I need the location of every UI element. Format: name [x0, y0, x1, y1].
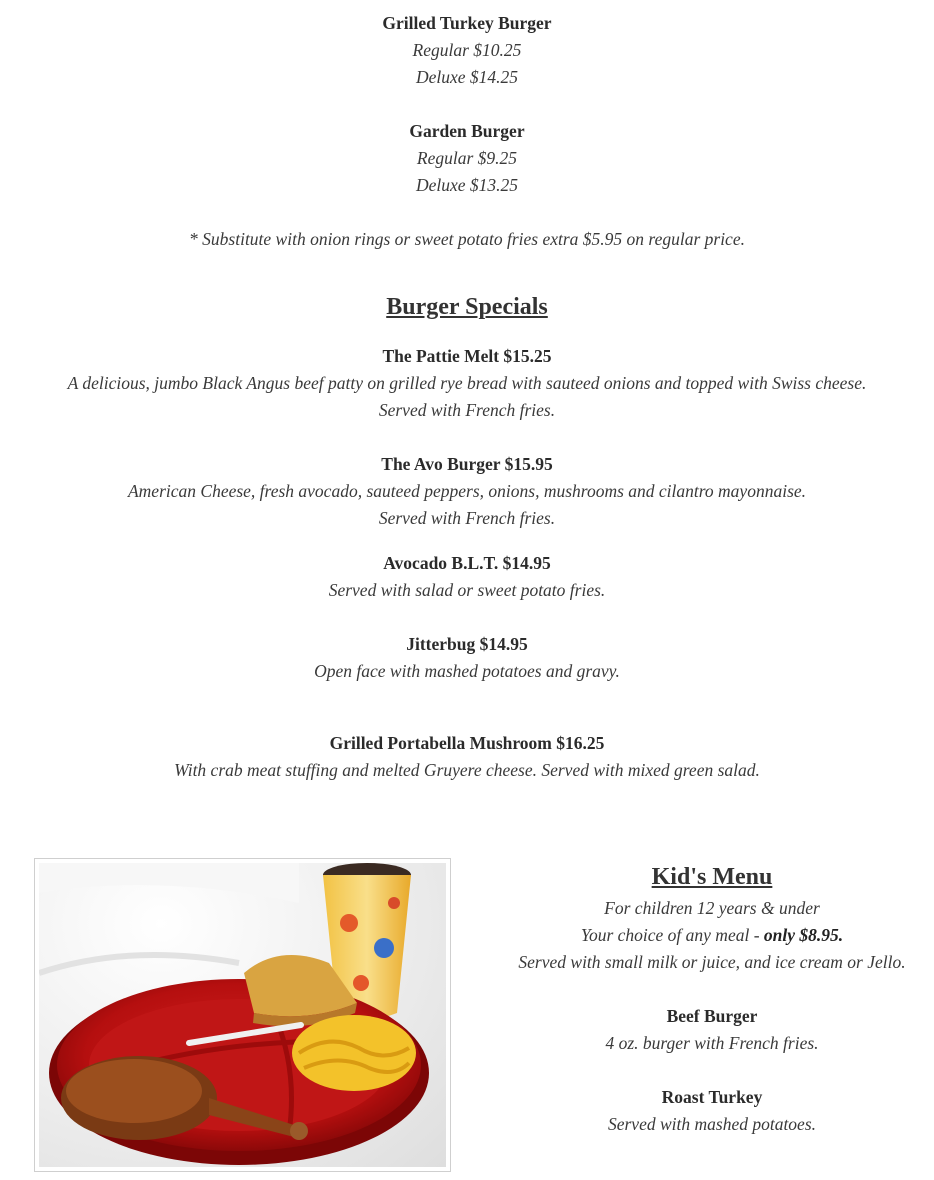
pasta-icon [292, 1015, 416, 1091]
turkey-burger-deluxe: Deluxe $14.25 [415, 67, 519, 87]
portabella-desc: With crab meat stuffing and melted Gruyere cheese. Served with mixed green salad. [174, 760, 760, 780]
avocado-blt-desc: Served with salad or sweet potato fries. [328, 580, 606, 600]
kids-roast-turkey-title: Roast Turkey [661, 1087, 763, 1107]
pattie-melt-title: The Pattie Melt $15.25 [382, 346, 552, 366]
kids-meal-illustration [39, 863, 446, 1167]
kids-choice-line [490, 924, 934, 946]
turkey-burger-title: Grilled Turkey Burger [382, 13, 552, 33]
kids-menu-heading: Kid's Menu [651, 864, 773, 890]
substitute-note: * Substitute with onion rings or sweet potato fries extra $5.95 on regular price. [189, 229, 745, 249]
turkey-burger-regular: Regular $10.25 [412, 40, 522, 60]
pattie-melt-desc: A delicious, jumbo Black Angus beef patty on grilled rye bread with sauteed onions and topped with Swiss cheese. [67, 373, 867, 393]
portabella-title: Grilled Portabella Mushroom $16.25 [329, 733, 605, 753]
garden-burger-title: Garden Burger [409, 121, 525, 141]
burger-specials-heading: Burger Specials [386, 294, 548, 320]
kids-choice-prefix: Your choice of any meal - [580, 925, 764, 945]
kids-beef-burger-desc: 4 oz. burger with French fries. [605, 1033, 819, 1053]
kids-roast-turkey-desc: Served with mashed potatoes. [607, 1114, 817, 1134]
avocado-blt-title: Avocado B.L.T. $14.95 [383, 553, 551, 573]
kids-choice-price: only $8.95. [763, 925, 844, 945]
pattie-melt-note: Served with French fries. [378, 400, 556, 420]
kids-beef-burger-title: Beef Burger [666, 1006, 758, 1026]
garden-burger-regular: Regular $9.25 [416, 148, 518, 168]
kids-meal-image [39, 863, 446, 1167]
garden-burger-deluxe: Deluxe $13.25 [415, 175, 519, 195]
jitterbug-desc: Open face with mashed potatoes and gravy. [314, 661, 620, 681]
jitterbug-title: Jitterbug $14.95 [406, 634, 528, 654]
avo-burger-desc: American Cheese, fresh avocado, sauteed peppers, onions, mushrooms and cilantro mayonnaise. [127, 481, 807, 501]
kids-meal-photo [34, 858, 451, 1172]
avo-burger-title: The Avo Burger $15.95 [381, 454, 553, 474]
kids-age-note: For children 12 years & under [604, 898, 820, 918]
kids-served-note: Served with small milk or juice, and ice cream or Jello. [518, 952, 906, 972]
avo-burger-note: Served with French fries. [378, 508, 556, 528]
